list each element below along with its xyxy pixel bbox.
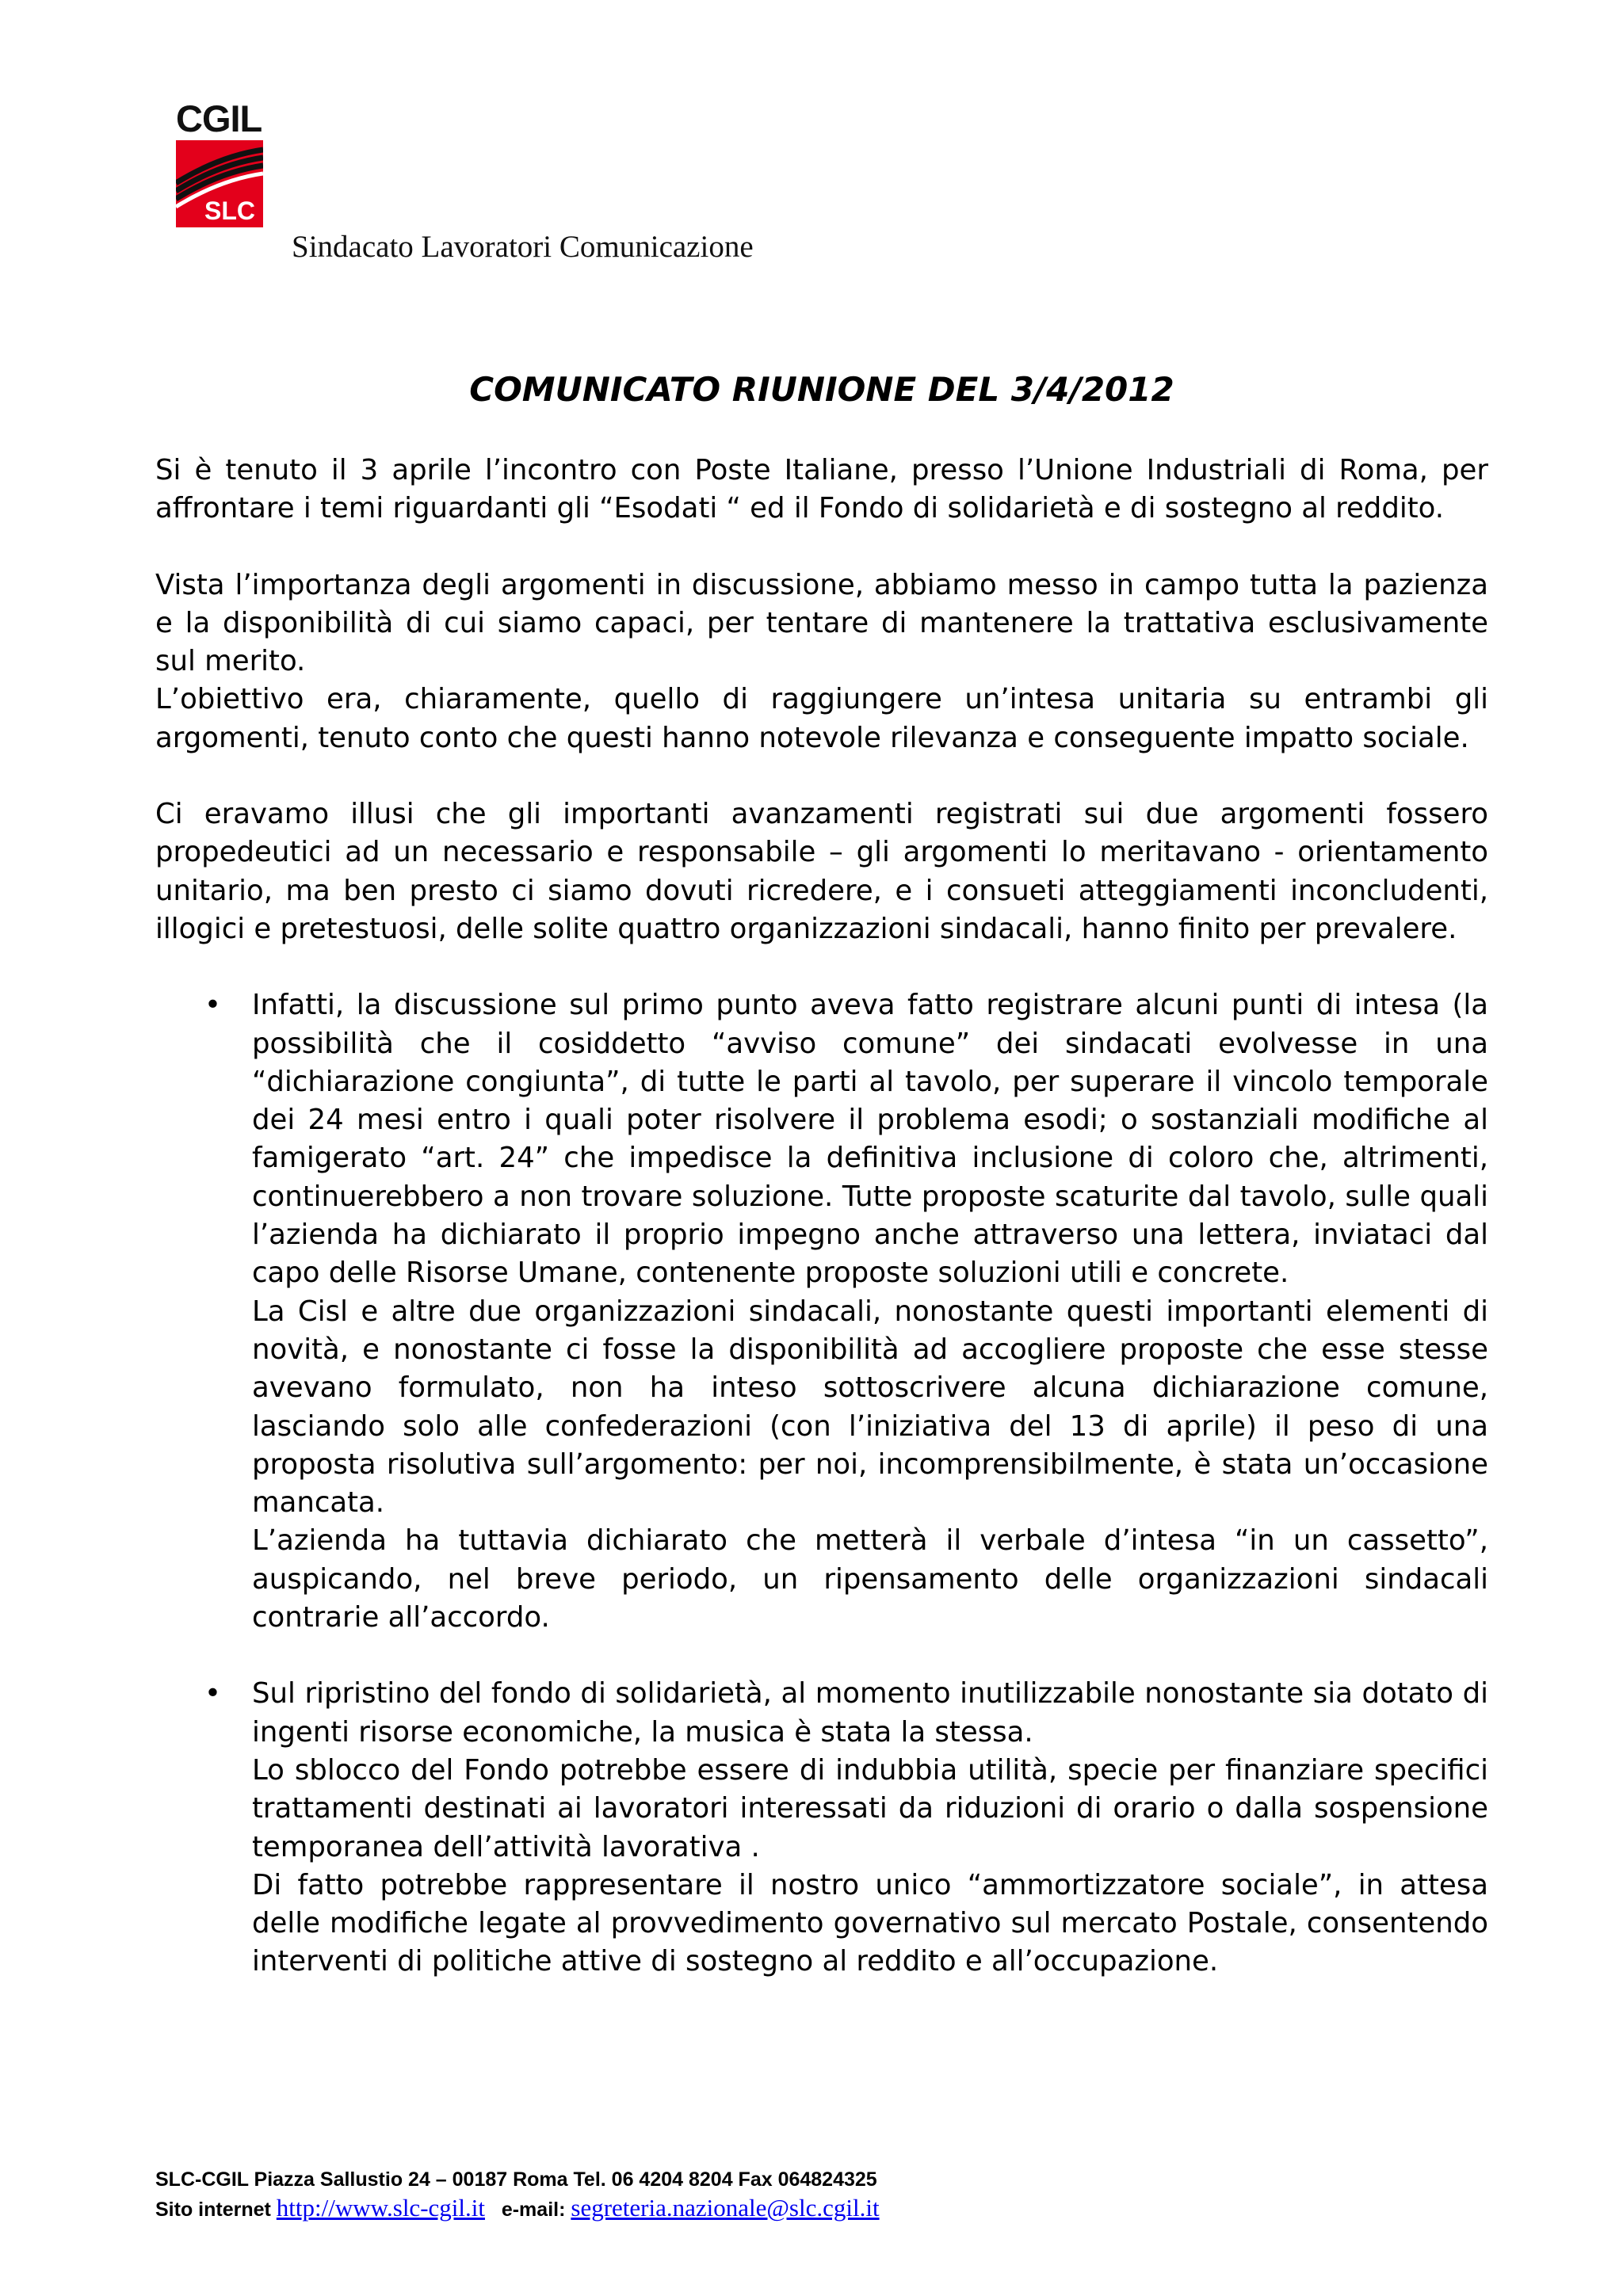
bullet-paragraph: Sul ripristino del fondo di solidarietà, al momento inutilizzabile nonostante sia dotato di ingenti risorse economiche, la musica è stata la stessa. bbox=[252, 1677, 1488, 1749]
document-title: COMUNICATO RIUNIONE DEL 3/4/2012 bbox=[469, 370, 1174, 409]
paragraph: L’obiettivo era, chiaramente, quello di raggiungere un’intesa unitaria su entrambi gli argomenti, tenuto conto che questi hanno notevole rilevanza e conseguente impatto sociale. bbox=[155, 683, 1488, 754]
bullet-item-esodati bbox=[155, 986, 1488, 1637]
footer-address: SLC-CGIL Piazza Sallustio 24 – 00187 Roma Tel. 06 4204 8204 Fax 064824325 bbox=[155, 2168, 877, 2191]
logo-wordmark: CGIL bbox=[176, 97, 262, 139]
page-footer bbox=[155, 2165, 880, 2224]
svg-text:SLC: SLC bbox=[204, 196, 255, 225]
bullet-paragraph: La Cisl e altre due organizzazioni sindacali, nonostante questi importanti elementi di novità, e nonostante ci fosse la disponibilità ad accogliere proposte che esse stesse avevano formulato, non ha inteso sottoscrivere alcuna dichiarazione comune, lasciando solo alle confederazioni (con l’iniziativa del 13 di aprile) il peso di una proposta risolutiva sull’argomento: per noi, incomprensibilmente, è stata un’occasione mancata. bbox=[252, 1295, 1488, 1520]
bullet-paragraph: Di fatto potrebbe rappresentare il nostro unico “ammortizzatore sociale”, in attesa delle modifiche legate al provvedimento governativo sul mercato Postale, consentendo interventi di politiche attive di sostegno al reddito e all’occupazione. bbox=[252, 1868, 1488, 1978]
paragraph: Si è tenuto il 3 aprile l’incontro con Poste Italiane, presso l’Unione Industriali di Roma, per affrontare i temi riguardanti gli “Esodati “ ed il Fondo di solidarietà e di sostegno al reddito. bbox=[155, 454, 1488, 525]
bullet-marker: • bbox=[204, 1677, 221, 1711]
email-link[interactable]: segreteria.nazionale@slc.cgil.it bbox=[571, 2194, 880, 2222]
bullet-item-fondo bbox=[155, 1675, 1488, 1981]
cgil-slc-logo bbox=[176, 97, 265, 227]
bullet-paragraph: Lo sblocco del Fondo potrebbe essere di indubbia utilità, specie per finanziare specifici trattamenti destinati ai lavoratori interessati da riduzioni di orario o dalla sospensione temporanea dell’attività lavorativa . bbox=[252, 1753, 1488, 1863]
paragraph: Ci eravamo illusi che gli importanti avanzamenti registrati sui due argomenti fossero propedeutici ad un necessario e responsabile – gli argomenti lo meritavano - orientamento unitario, ma ben presto ci siamo dovuti ricredere, e i consueti atteggiamenti inconcludenti, illogici e pretestuosi, delle solite quattro organizzazioni sindacali, hanno finito per prevalere. bbox=[155, 798, 1488, 945]
website-link[interactable]: http://www.slc-cgil.it bbox=[276, 2194, 485, 2222]
bullet-paragraph: Infatti, la discussione sul primo punto aveva fatto registrare alcuni punti di intesa (la possibilità che il cosiddetto “avviso comune” dei sindacati evolvesse in una “dichiarazione congiunta”, di tutte le parti al tavolo, per superare il vincolo temporale dei 24 mesi entro i quali poter risolvere il problema esodi; o sostanziali modifiche al famigerato “art. 24” che impedisce la definitiva inclusione di coloro che, altrimenti, continuerebbero a non trovare soluzione. Tutte proposte scaturite dal tavolo, sulle quali l’azienda ha dichiarato il proprio impegno anche attraverso una lettera, inviataci dal capo delle Risorse Umane, contenente proposte soluzioni utili e concrete. bbox=[252, 989, 1488, 1290]
slc-emblem bbox=[176, 140, 263, 227]
organization-name: Sindacato Lavoratori Comunicazione bbox=[292, 230, 754, 264]
bullet-paragraph: L’azienda ha tuttavia dichiarato che metterà il verbale d’intesa “in un cassetto”, auspicando, nel breve periodo, un ripensamento delle organizzazioni sindacali contrarie all’accordo. bbox=[252, 1524, 1488, 1634]
email-label: e-mail: bbox=[501, 2199, 566, 2221]
footer-contacts bbox=[155, 2194, 880, 2224]
paragraph: Vista l’importanza degli argomenti in discussione, abbiamo messo in campo tutta la pazienza e la disponibilità di cui siamo capaci, per tentare di mantenere la trattativa esclusivamente sul merito. bbox=[155, 568, 1488, 678]
document-body bbox=[155, 452, 1488, 1981]
site-label: Sito internet bbox=[155, 2199, 271, 2221]
bullet-marker: • bbox=[204, 989, 221, 1022]
